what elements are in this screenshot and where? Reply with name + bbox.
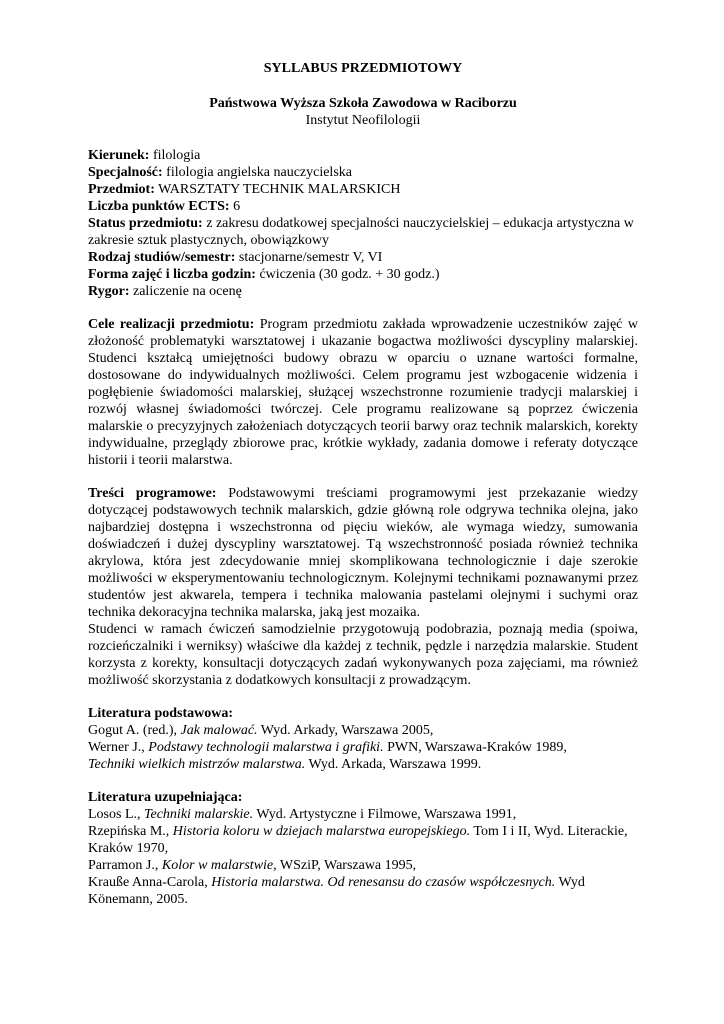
citation-author: Gogut A. (red.),: [88, 723, 181, 738]
section-tresci: [88, 485, 638, 689]
list-item: [88, 739, 638, 756]
section-text: Program przedmiotu zakłada wprowadzenie uczestników zajęć w złożoność problematyki warsztatowej i ukazanie bogactwa możliwości dyscypliny malarskiej. Studenci kształcą umiejętności budowy obrazu w oparciu o uznane wartości formalne, dostosowane do indywidualnych możliwości. Celem programu jest wzbogacenie widzenia i pogłębienie świadomości malarskiej, służącej wszechstronne rozumienie tradycji malarskiej i rozwój własnej świadomości twórczej. Cele programu realizowane są poprzez ćwiczenia malarskie o precyzyjnych założeniach dotyczących teorii barwy oraz technik malarskich, korekty indywidualne, przeglądy zbiorowe prac, krótkie wykłady, zadania domowe i referaty dotyczące historii i teorii malarstwa.: [88, 317, 638, 468]
institute-name: Instytut Neofilologii: [305, 113, 421, 128]
meta-label: Przedmiot:: [88, 182, 155, 197]
meta-label: Liczba punktów ECTS:: [88, 199, 230, 214]
citation-publisher: Wyd. Artystyczne i Filmowe, Warszawa 1991,: [253, 807, 517, 822]
section-label: Cele realizacji przedmiotu:: [88, 317, 255, 332]
meta-value: 6: [229, 199, 241, 214]
meta-forma: [88, 266, 638, 283]
list-item: [88, 756, 638, 773]
meta-label: Rodzaj studiów/semestr:: [88, 250, 236, 265]
syllabus-page: [88, 60, 638, 908]
list-item: [88, 874, 638, 908]
meta-label: Specjalność:: [88, 165, 163, 180]
citation-publisher: Wyd. Arkady, Warszawa 2005,: [257, 723, 434, 738]
meta-przedmiot: [88, 181, 638, 198]
citation-author: Krauße Anna-Carola,: [88, 875, 212, 890]
citation-title: Techniki malarskie.: [144, 807, 254, 822]
section-label: Treści programowe:: [88, 486, 217, 501]
section-text: Podstawowymi treściami programowymi jest przekazanie wiedzy dotyczącej podstawowych technik malarskich, gdzie główną role odgrywa technika olejna, jako najbardziej dostępna i wszechstronna od pięciu wieków, ale wymaga wiedzy, sumowania doświadczeń i dużej dyscypliny warsztatowej. Tą wszechstronność posiada również technika akrylowa, która jest zdecydowanie mniej skomplikowana technologicznie i daje szerokie możliwości w eksperymentowaniu technologicznym. Kolejnymi technikami poznawanymi przez studentów jest akwarela, tempera i technika malowania pastelami olejnymi i suchymi oraz technika dekoracyjna technika malarska, jaką jest mozaika.: [88, 486, 638, 620]
list-item: [88, 823, 638, 857]
tresci-paragraph-2: Studenci w ramach ćwiczeń samodzielnie przygotowują podobrazia, poznają media (spoiwa, rozcieńczalniki i werniksy) właściwe dla każdej z technik, pędzle i narzędzia malarskie. Student korzysta z korekty, konsultacji dotyczących zadań wykonywanych poza zajęciami, ma również możliwość skorzystania z dodatkowych konsultacji z prowadzącym.: [88, 622, 638, 688]
meta-label: Kierunek:: [88, 148, 150, 163]
meta-value: filologia angielska nauczycielska: [162, 165, 352, 180]
citation-title: Historia koloru w dziejach malarstwa europejskiego.: [172, 824, 471, 839]
meta-value: filologia: [149, 148, 201, 163]
meta-label: Forma zajęć i liczba godzin:: [88, 267, 256, 282]
section-label: Literatura uzupełniająca:: [88, 790, 243, 805]
section-cele: [88, 316, 638, 469]
section-label: Literatura podstawowa:: [88, 706, 234, 721]
meta-label: Status przedmiotu:: [88, 216, 203, 231]
meta-ects: [88, 198, 638, 215]
list-item: [88, 722, 638, 739]
meta-specjalnosc: [88, 164, 638, 181]
meta-value: zaliczenie na ocenę: [129, 284, 242, 299]
school-name: Państwowa Wyższa Szkoła Zawodowa w Raciborzu: [209, 96, 517, 111]
citation-author: Werner J.,: [88, 740, 149, 755]
meta-value: z zakresu dodatkowej specjalności nauczycielskiej – edukacja artystyczna w zakresie sztuk plastycznych, obowiązkowy: [88, 216, 634, 248]
section-literatura-uzupelniajaca: [88, 789, 638, 908]
list-item: [88, 857, 638, 874]
cele-paragraph: [88, 316, 638, 469]
meta-value: ćwiczenia (30 godz. + 30 godz.): [255, 267, 440, 282]
citation-title: Podstawy technologii malarstwa i grafiki.: [148, 740, 384, 755]
meta-rygor: [88, 283, 638, 300]
citation-title: Techniki wielkich mistrzów malarstwa.: [88, 757, 306, 772]
citation-publisher: Wyd. Arkada, Warszawa 1999.: [305, 757, 482, 772]
meta-label: Rygor:: [88, 284, 130, 299]
citation-publisher: Wyd Könemann, 2005.: [88, 875, 585, 907]
citation-publisher: WSziP, Warszawa 1995,: [276, 858, 417, 873]
citation-title: Jak malować.: [180, 723, 258, 738]
citation-author: Parramon J.,: [88, 858, 162, 873]
citation-publisher: PWN, Warszawa-Kraków 1989,: [383, 740, 567, 755]
citation-publisher: Tom I i II, Wyd. Literackie, Kraków 1970,: [88, 824, 628, 856]
meta-status: [88, 215, 638, 249]
citation-title: Kolor w malarstwie,: [161, 858, 277, 873]
list-item: [88, 806, 638, 823]
meta-value: stacjonarne/semestr V, VI: [235, 250, 383, 265]
tresci-paragraph: [88, 485, 638, 621]
course-metadata: [88, 147, 638, 300]
citation-author: Losos L.,: [88, 807, 144, 822]
citation-title: Historia malarstwa. Od renesansu do czasów współczesnych.: [211, 875, 556, 890]
meta-kierunek: [88, 147, 638, 164]
document-title: SYLLABUS PRZEDMIOTOWY: [263, 61, 463, 76]
section-literatura-podstawowa: [88, 705, 638, 773]
meta-value: WARSZTATY TECHNIK MALARSKICH: [154, 182, 401, 197]
meta-rodzaj: [88, 249, 638, 266]
citation-author: Rzepińska M.,: [88, 824, 173, 839]
